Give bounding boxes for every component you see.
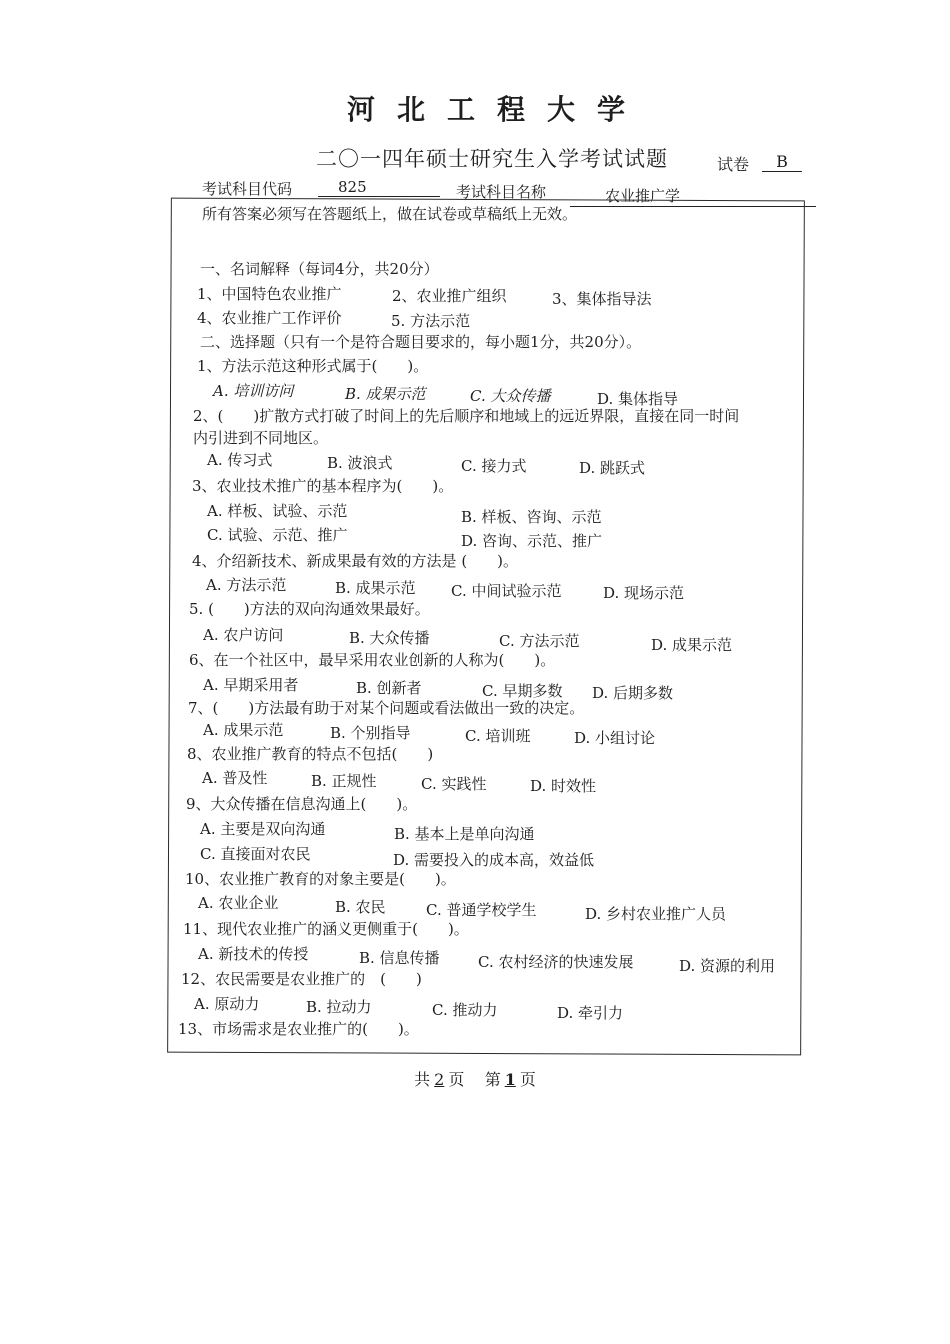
- question-option: C. 中间试验示范: [451, 582, 562, 600]
- question-option: D. 时效性: [530, 777, 597, 795]
- footer-page-word: 页: [519, 1070, 536, 1089]
- exam-title: 二〇一四年硕士研究生入学考试试题: [316, 147, 668, 171]
- question-option: B. 成果示范: [335, 579, 416, 597]
- footer-total-prefix: 共: [414, 1070, 431, 1089]
- question-option: C. 推动力: [432, 1001, 498, 1019]
- question-option: A. 农业企业: [198, 894, 279, 912]
- question-option: B. 正规性: [311, 772, 377, 790]
- question-option: B. 个别指导: [330, 724, 411, 742]
- question-option: C. 方法示范: [499, 632, 580, 650]
- question-option: D. 需要投入的成本高，效益低: [393, 851, 595, 869]
- question-option: C. 农村经济的快速发展: [478, 953, 634, 971]
- question-stem: 5. ( )方法的双向沟通效果最好。: [189, 600, 430, 618]
- footer-page-word: 页: [448, 1070, 465, 1089]
- question-stem: 8、农业推广教育的特点不包括( ): [187, 745, 434, 763]
- question-stem: 7、( )方法最有助于对某个问题或看法做出一致的决定。: [188, 699, 585, 717]
- section1-title: 一、名词解释（每词4分，共20分）: [200, 260, 439, 278]
- term-item: 1、中国特色农业推广: [197, 285, 342, 303]
- paper-label: 试卷: [717, 155, 750, 174]
- question-option: D. 咨询、示范、推广: [461, 532, 603, 550]
- subject-code-label: 考试科目代码: [202, 180, 293, 198]
- question-stem: 13、市场需求是农业推广的( )。: [178, 1020, 419, 1038]
- question-stem: 4、介绍新技术、新成果最有效的方法是 ( )。: [192, 552, 519, 570]
- question-option: B. 信息传播: [359, 949, 440, 967]
- question-stem-cont: 内引进到不同地区。: [193, 429, 329, 447]
- question-stem: 12、农民需要是农业推广的 ( ): [181, 970, 422, 988]
- question-stem: 1、方法示范这种形式属于( )。: [197, 357, 429, 375]
- section2-title: 二、选择题（只有一个是符合题目要求的，每小题1分，共20分）。: [200, 333, 642, 351]
- question-stem: 9、大众传播在信息沟通上( )。: [186, 795, 418, 813]
- question-option: D. 牵引力: [557, 1004, 624, 1022]
- subject-name-value: 农业推广学: [570, 185, 816, 207]
- footer-current-prefix: 第: [484, 1070, 501, 1089]
- question-option: D. 资源的利用: [679, 957, 776, 975]
- term-item: 5. 方法示范: [391, 312, 471, 330]
- footer-current-page: 1: [504, 1070, 516, 1089]
- question-stem: 6、在一个社区中，最早采用农业创新的人称为( )。: [189, 651, 556, 669]
- question-option: A. 方法示范: [206, 576, 287, 594]
- question-option: C. 普通学校学生: [426, 901, 537, 919]
- paper-value: B: [762, 152, 802, 172]
- question-option: B. 拉动力: [306, 998, 372, 1016]
- subject-code-value: 825: [318, 178, 440, 197]
- term-item: 4、农业推广工作评价: [197, 309, 342, 327]
- term-item: 3、集体指导法: [552, 290, 652, 308]
- question-option: B. 波浪式: [327, 454, 393, 472]
- question-option: A. 原动力: [194, 995, 260, 1013]
- question-option: A. 样板、试验、示范: [207, 502, 348, 520]
- subject-name-label: 考试科目名称: [456, 183, 547, 201]
- question-stem: 3、农业技术推广的基本程序为( )。: [192, 477, 454, 495]
- question-stem: 11、现代农业推广的涵义更侧重于( )。: [183, 920, 469, 938]
- question-option: C. 试验、示范、推广: [207, 526, 348, 544]
- question-option: D. 现场示范: [603, 584, 685, 602]
- question-option: A. 培训访问: [213, 382, 294, 400]
- question-option: C. 直接面对农民: [200, 845, 311, 863]
- question-stem: 10、农业推广教育的对象主要是( )。: [185, 870, 456, 888]
- footer-total-pages: 2: [434, 1070, 445, 1089]
- question-stem: 2、( )扩散方式打破了时间上的先后顺序和地域上的远近界限，直接在同一时间: [193, 407, 740, 425]
- question-option: A. 传习式: [207, 451, 273, 469]
- question-option: B. 大众传播: [349, 629, 430, 647]
- notice: 所有答案必须写在答题纸上，做在试卷或草稿纸上无效。: [202, 205, 578, 223]
- question-option: A. 普及性: [202, 769, 268, 787]
- question-option: C. 大众传播: [470, 387, 551, 405]
- question-option: A. 农户访问: [203, 626, 284, 644]
- question-option: C. 接力式: [461, 457, 527, 475]
- school-name: 河北工程大学: [346, 93, 647, 126]
- question-option: D. 乡村农业推广人员: [585, 905, 727, 923]
- question-option: D. 后期多数: [592, 684, 674, 702]
- question-option: B. 基本上是单向沟通: [394, 825, 535, 843]
- question-option: B. 成果示范: [345, 385, 426, 403]
- term-item: 2、农业推广组织: [392, 287, 507, 305]
- question-option: D. 小组讨论: [574, 729, 656, 747]
- question-option: B. 创新者: [356, 679, 422, 697]
- question-option: D. 跳跃式: [579, 459, 646, 477]
- question-option: A. 早期采用者: [203, 676, 299, 694]
- question-option: C. 早期多数: [482, 682, 563, 700]
- question-option: D. 成果示范: [651, 636, 733, 654]
- question-option: D. 集体指导: [597, 390, 679, 408]
- question-option: B. 样板、咨询、示范: [461, 508, 602, 526]
- question-option: B. 农民: [335, 898, 386, 916]
- question-option: A. 主要是双向沟通: [200, 820, 326, 838]
- question-option: A. 成果示范: [203, 721, 284, 739]
- question-option: C. 实践性: [421, 775, 487, 793]
- page-footer: [0, 1067, 950, 1090]
- question-option: C. 培训班: [465, 727, 531, 745]
- question-option: A. 新技术的传授: [198, 945, 309, 963]
